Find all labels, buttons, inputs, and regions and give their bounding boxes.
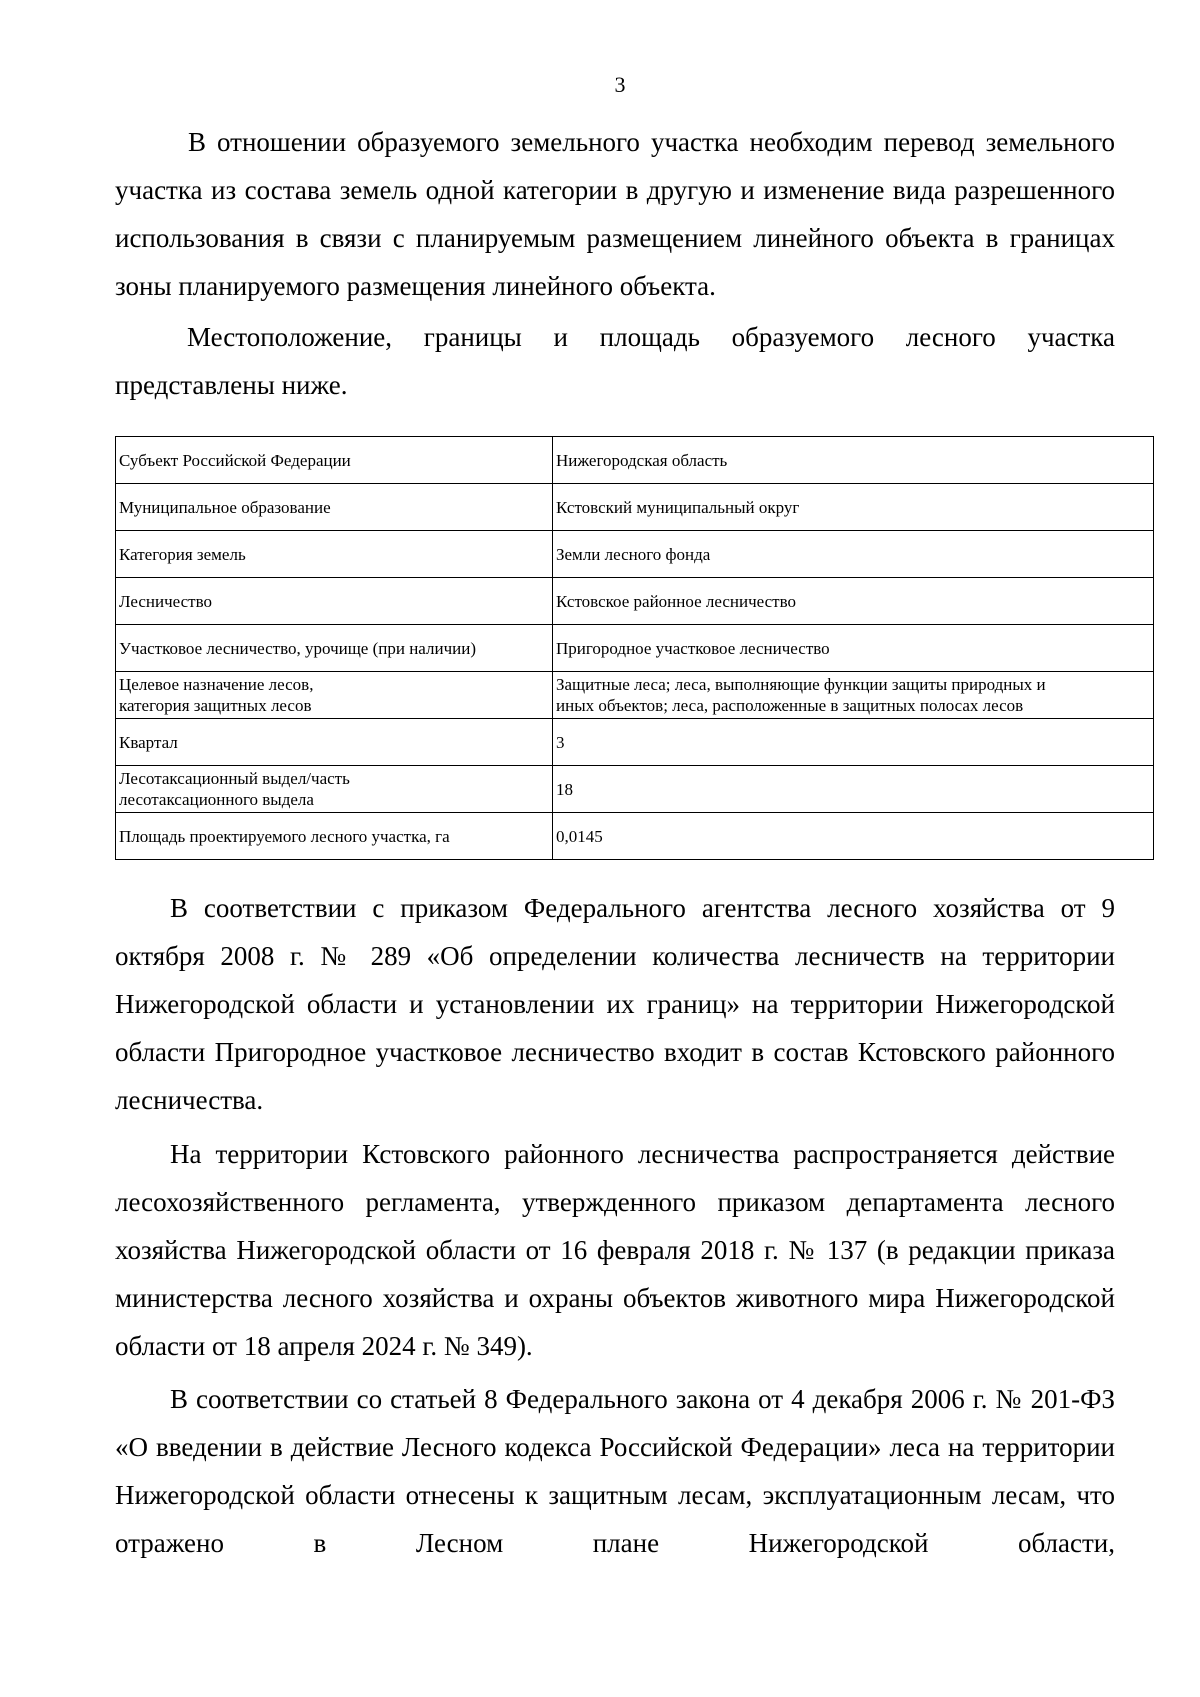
table-cell-value: Защитные леса; леса, выполняющие функции защиты природных и иных объектов; леса, расположенные в защитных полосах лесов bbox=[553, 672, 1154, 719]
table-cell-label: Участковое лесничество, урочище (при наличии) bbox=[116, 625, 553, 672]
table-cell-value: Кстовский муниципальный округ bbox=[553, 484, 1154, 531]
table-row bbox=[116, 719, 1154, 766]
table-row bbox=[116, 578, 1154, 625]
table-row bbox=[116, 531, 1154, 578]
table-cell-label: Субъект Российской Федерации bbox=[116, 437, 553, 484]
table-row bbox=[116, 766, 1154, 813]
table-cell-value: Пригородное участковое лесничество bbox=[553, 625, 1154, 672]
paragraph-transfer-category: В отношении образуемого земельного участка необходим перевод земельного участка из состава земель одной категории в другую и изменение вида разрешенного использования в связи с планируемым размещением линейного объекта в границах зоны планируемого размещения линейного объекта. bbox=[115, 127, 1115, 301]
table-cell-value: 0,0145 bbox=[553, 813, 1154, 860]
paragraph-location-intro: Местоположение, границы и площадь образуемого лесного участка представлены ниже. bbox=[115, 322, 1115, 400]
paragraph-federal-law: В соответствии со статьей 8 Федерального закона от 4 декабря 2006 г. № 201-ФЗ «О введении в действие Лесного кодекса Российской Федерации» леса на территории Нижегородской области отнесены к защитным лесам, эксплуатационным лесам, что отражено в Лесном плане Нижегородской области, bbox=[115, 1384, 1115, 1558]
table-cell-value: Земли лесного фонда bbox=[553, 531, 1154, 578]
table-cell-value: Нижегородская область bbox=[553, 437, 1154, 484]
table-cell-label: Муниципальное образование bbox=[116, 484, 553, 531]
paragraph-forestry-regulation: На территории Кстовского районного лесничества распространяется действие лесохозяйственного регламента, утвержденного приказом департамента лесного хозяйства Нижегородской области от 16 февраля 2018 г. № 137 (в редакции приказа министерства лесного хозяйства и охраны объектов животного мира Нижегородской области от 18 апреля 2024 г. № 349). bbox=[115, 1139, 1115, 1361]
table-cell-label: Целевое назначение лесов, категория защитных лесов bbox=[116, 672, 553, 719]
table-row bbox=[116, 672, 1154, 719]
table-cell-value: 18 bbox=[553, 766, 1154, 813]
table-cell-value: Кстовское районное лесничество bbox=[553, 578, 1154, 625]
forest-plot-info-table bbox=[115, 436, 1154, 860]
table-cell-label: Лесотаксационный выдел/часть лесотаксационного выдела bbox=[116, 766, 553, 813]
table-row bbox=[116, 625, 1154, 672]
page-number: 3 bbox=[614, 72, 626, 97]
table-cell-value: 3 bbox=[553, 719, 1154, 766]
table-row bbox=[116, 484, 1154, 531]
table-row bbox=[116, 813, 1154, 860]
table-cell-label: Площадь проектируемого лесного участка, га bbox=[116, 813, 553, 860]
table-cell-label: Квартал bbox=[116, 719, 553, 766]
table-row bbox=[116, 437, 1154, 484]
paragraph-order-289: В соответствии с приказом Федерального агентства лесного хозяйства от 9 октября 2008 г. № 289 «Об определении количества лесничеств на территории Нижегородской области и установлении их границ» на территории Нижегородской области Пригородное участковое лесничество входит в состав Кстовского районного лесничества. bbox=[115, 893, 1115, 1115]
table-cell-label: Лесничество bbox=[116, 578, 553, 625]
table-cell-label: Категория земель bbox=[116, 531, 553, 578]
